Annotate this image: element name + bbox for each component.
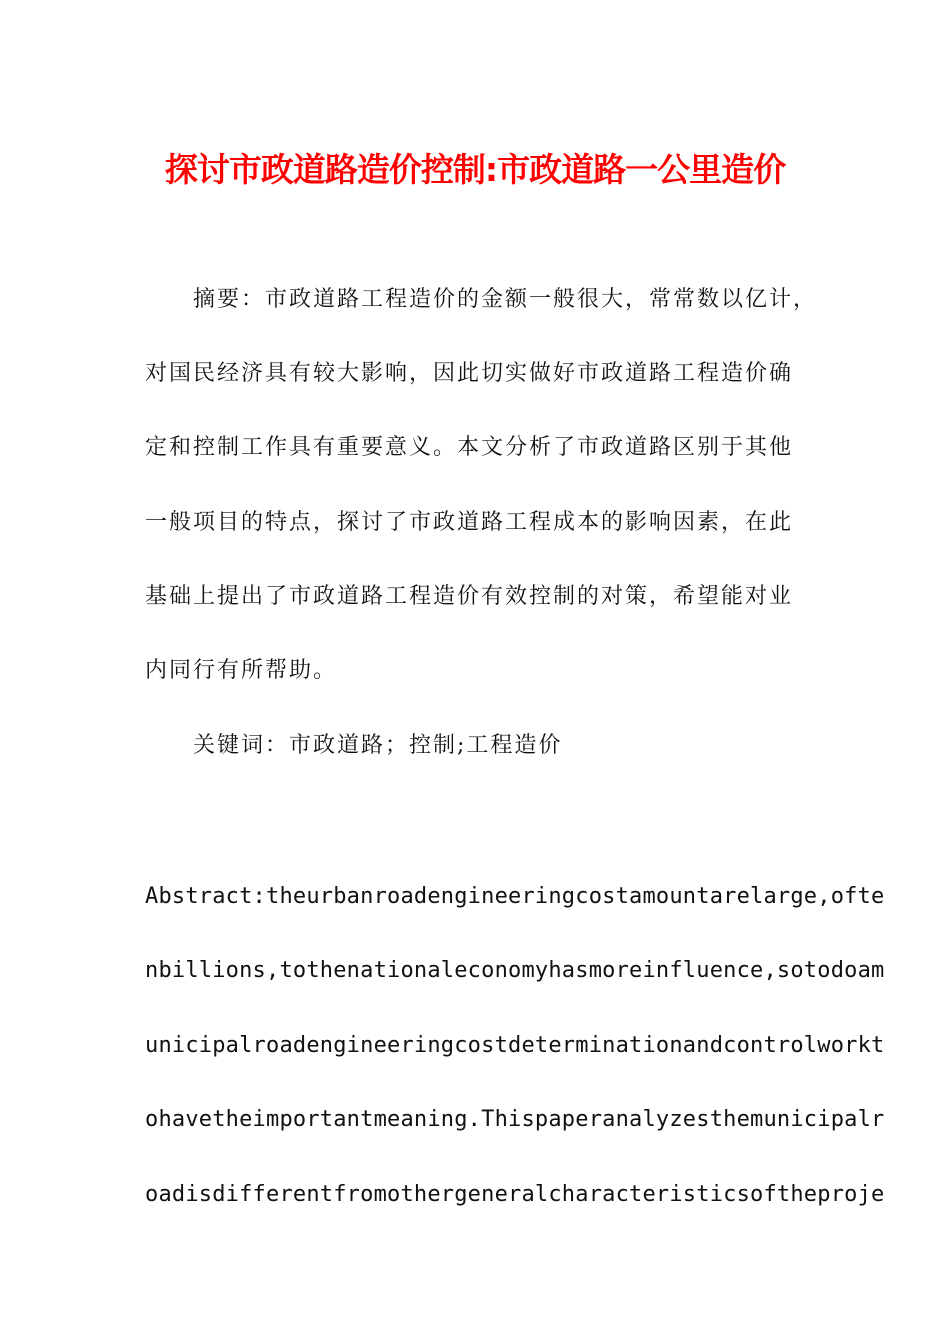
abstract-en-line-1: Abstract:theurbanroadengineeringcostamountarelarge,ofte xyxy=(145,884,885,909)
keywords-line: 关键词：市政道路；控制;工程造价 xyxy=(193,733,563,758)
document-title: 探讨市政道路造价控制:市政道路一公里造价 xyxy=(164,150,786,189)
abstract-cn-line-3: 定和控制工作具有重要意义。本文分析了市政道路区别于其他 xyxy=(145,435,794,460)
abstract-cn-line-4: 一般项目的特点，探讨了市政道路工程成本的影响因素，在此 xyxy=(145,510,794,535)
abstract-cn-line-2: 对国民经济具有较大影响，因此切实做好市政道路工程造价确 xyxy=(145,361,794,386)
abstract-en-line-4: ohavetheimportantmeaning.Thispaperanalyzesthemunicipalr xyxy=(145,1107,885,1132)
abstract-cn-line-6: 内同行有所帮助。 xyxy=(145,658,338,683)
abstract-en-line-5: oadisdifferentfromothergeneralcharacteristicsoftheproje xyxy=(145,1182,885,1207)
abstract-cn-line-1: 摘要：市政道路工程造价的金额一般很大，常常数以亿计， xyxy=(193,287,818,312)
abstract-en-line-2: nbillions,tothenationaleconomyhasmoreinfluence,sotodoam xyxy=(145,958,885,983)
abstract-en-line-3: unicipalroadengineeringcostdeterminationandcontrolworkt xyxy=(145,1033,885,1058)
abstract-cn-line-5: 基础上提出了市政道路工程造价有效控制的对策，希望能对业 xyxy=(145,584,794,609)
